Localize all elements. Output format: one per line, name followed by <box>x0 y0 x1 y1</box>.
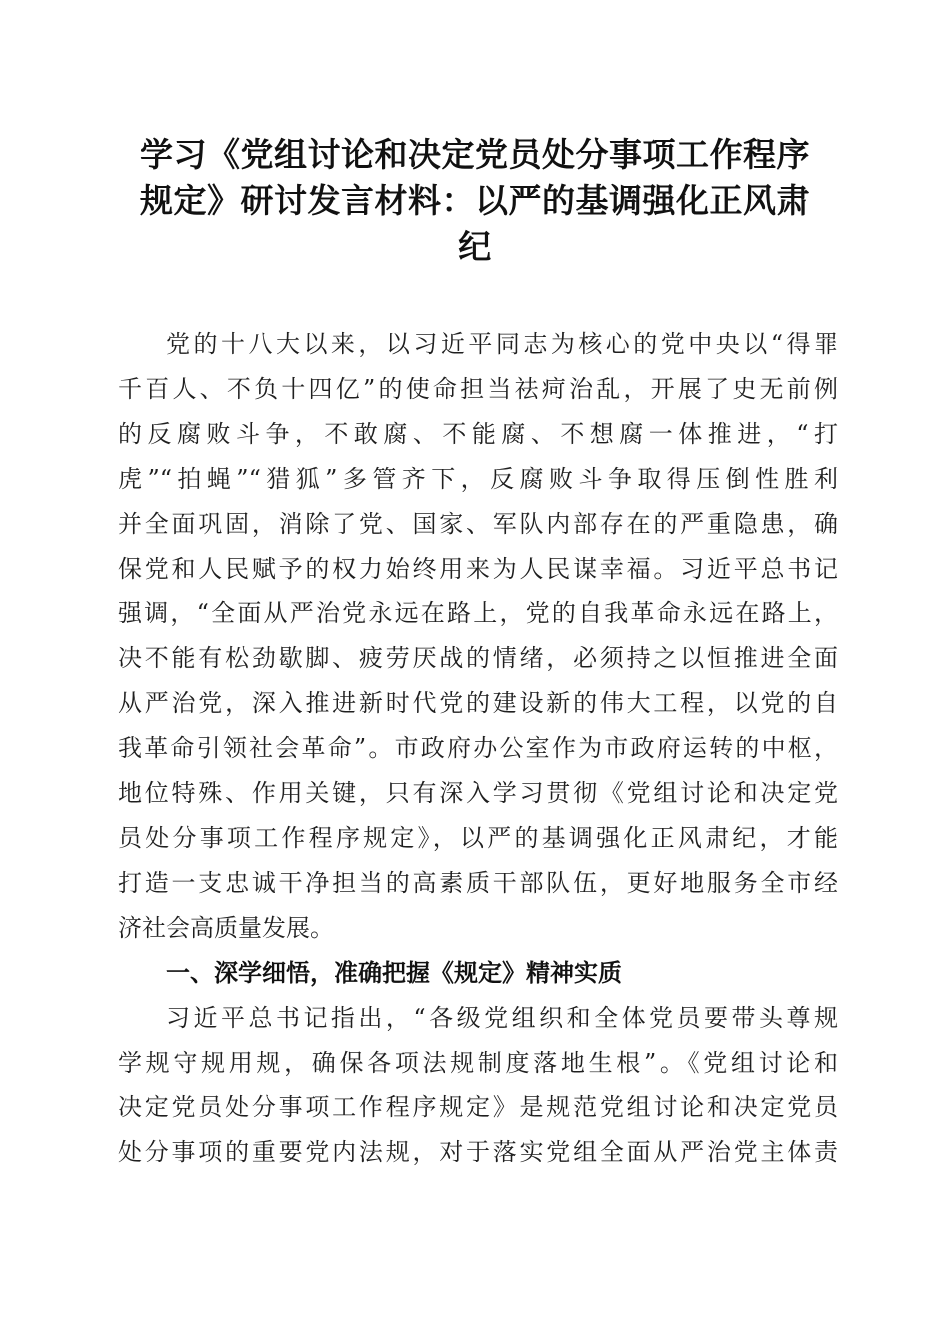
title-line: 规定》研讨发言材料：以严的基调强化正风肃 <box>140 181 810 220</box>
text-line: 处分事项的重要党内法规，对于落实党组全面从严治党主体责 <box>118 1138 838 1167</box>
paragraph-intro <box>118 322 838 951</box>
text-line: 从严治党，深入推进新时代党的建设新的伟大工程，以党的自 <box>118 689 838 718</box>
text-line: 习近平总书记指出，“各级党组织和全体党员要带头尊规 <box>166 1003 838 1032</box>
text-line: 的反腐败斗争，不敢腐、不能腐、不想腐一体推进，“打 <box>118 419 838 448</box>
text-line: 学规守规用规，确保各项法规制度落地生根”。《党组讨论和 <box>118 1048 838 1077</box>
title-line: 学习《党组讨论和决定党员处分事项工作程序 <box>140 135 810 174</box>
text-line: 保党和人民赋予的权力始终用来为人民谋幸福。习近平总书记 <box>118 554 838 583</box>
text-line: 党的十八大以来，以习近平同志为核心的党中央以“得罪 <box>166 330 838 358</box>
text-line: 地位特殊、作用关键，只有深入学习贯彻《党组讨论和决定党 <box>118 779 838 808</box>
paragraph-section1 <box>118 996 838 1176</box>
text-line: 济社会高质量发展。 <box>118 913 334 942</box>
text-line: 打造一支忠诚干净担当的高素质干部队伍，更好地服务全市经 <box>118 868 838 897</box>
text-line: 决不能有松劲歇脚、疲劳厌战的情绪，必须持之以恒推进全面 <box>118 644 838 673</box>
text-line: 强调，“全面从严治党永远在路上，党的自我革命永远在路上， <box>118 599 838 628</box>
section-heading: 一、深学细悟，准确把握《规定》精神实质 <box>166 958 622 987</box>
text-line: 并全面巩固，消除了党、国家、军队内部存在的严重隐患，确 <box>118 509 838 538</box>
document-title <box>110 132 840 270</box>
text-line: 员处分事项工作程序规定》，以严的基调强化正风肃纪，才能 <box>118 823 838 852</box>
text-line: 千百人、不负十四亿”的使命担当祛疴治乱，开展了史无前例 <box>118 374 838 403</box>
text-line: 我革命引领社会革命”。市政府办公室作为市政府运转的中枢， <box>118 734 838 763</box>
document-body <box>118 322 838 1175</box>
text-line: 虎”“拍蝇”“猎狐”多管齐下，反腐败斗争取得压倒性胜利 <box>118 464 838 493</box>
title-line: 纪 <box>458 227 492 266</box>
text-line: 决定党员处分事项工作程序规定》是规范党组讨论和决定党员 <box>118 1093 838 1122</box>
